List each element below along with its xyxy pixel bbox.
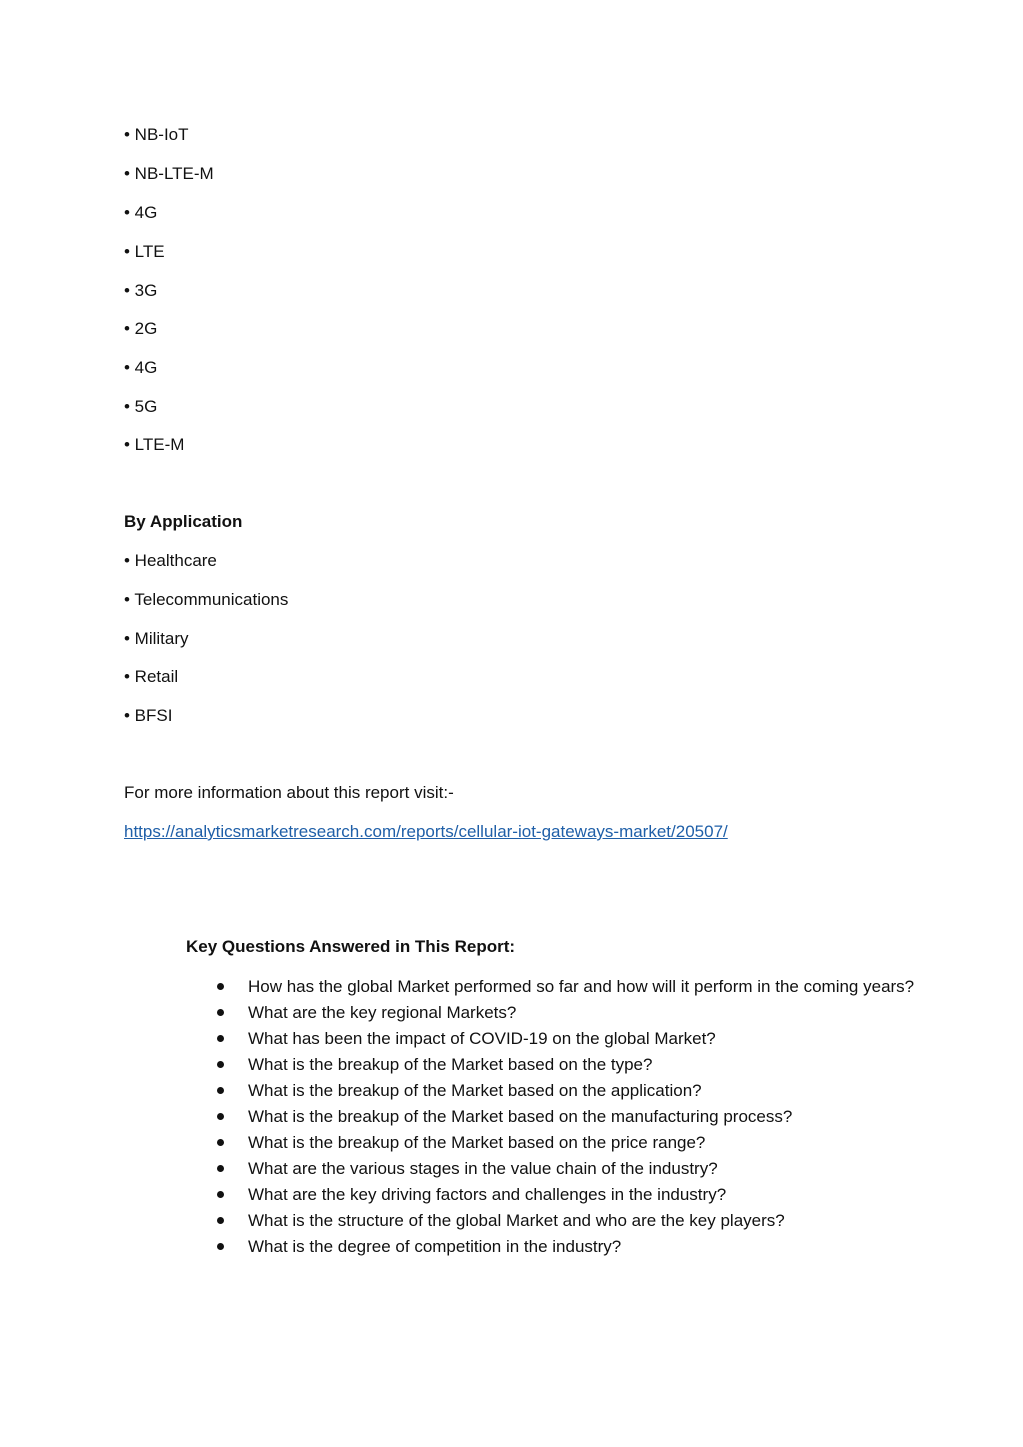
application-heading: By Application [124, 512, 243, 531]
question-item: What has been the impact of COVID-19 on the global Market? [215, 1026, 915, 1052]
question-item: What is the structure of the global Market and who are the key players? [215, 1208, 915, 1234]
bullet-dot-icon [217, 1217, 224, 1224]
application-item-retail: • Retail [124, 667, 179, 686]
more-info-label: For more information about this report visit:- [124, 783, 454, 802]
type-item-nb-iot: • NB-IoT [124, 125, 189, 144]
bullet-dot-icon [217, 1191, 224, 1198]
type-item-3g: • 3G [124, 281, 158, 300]
bullet-dot-icon [217, 1139, 224, 1146]
key-questions-list [215, 974, 915, 1260]
application-item-telecommunications: • Telecommunications [124, 590, 289, 609]
type-item-2g: • 2G [124, 319, 158, 338]
application-item-bfsi: • BFSI [124, 706, 173, 725]
type-item-4g-repeat: • 4G [124, 358, 158, 377]
type-item-4g: • 4G [124, 203, 158, 222]
type-item-nb-lte-m: • NB-LTE-M [124, 164, 214, 183]
bullet-dot-icon [217, 1009, 224, 1016]
bullet-dot-icon [217, 1243, 224, 1250]
bullet-dot-icon [217, 983, 224, 990]
application-item-healthcare: • Healthcare [124, 551, 217, 570]
bullet-dot-icon [217, 1087, 224, 1094]
bullet-dot-icon [217, 1035, 224, 1042]
bullet-dot-icon [217, 1061, 224, 1068]
question-item: How has the global Market performed so far and how will it perform in the coming years? [215, 974, 915, 1000]
question-item: What is the degree of competition in the industry? [215, 1234, 915, 1260]
question-item: What are the various stages in the value chain of the industry? [215, 1156, 915, 1182]
key-questions-heading: Key Questions Answered in This Report: [186, 937, 516, 956]
question-item: What is the breakup of the Market based on the application? [215, 1078, 915, 1104]
question-item: What is the breakup of the Market based on the type? [215, 1052, 915, 1078]
type-item-lte: • LTE [124, 242, 165, 261]
question-item: What are the key regional Markets? [215, 1000, 915, 1026]
application-item-military: • Military [124, 629, 189, 648]
question-item: What is the breakup of the Market based on the manufacturing process? [215, 1104, 915, 1130]
report-link[interactable]: https://analyticsmarketresearch.com/reports/cellular-iot-gateways-market/20507/ [124, 822, 728, 841]
bullet-dot-icon [217, 1165, 224, 1172]
type-item-5g: • 5G [124, 397, 158, 416]
question-item: What is the breakup of the Market based on the price range? [215, 1130, 915, 1156]
type-item-lte-m: • LTE-M [124, 435, 185, 454]
bullet-dot-icon [217, 1113, 224, 1120]
question-item: What are the key driving factors and challenges in the industry? [215, 1182, 915, 1208]
